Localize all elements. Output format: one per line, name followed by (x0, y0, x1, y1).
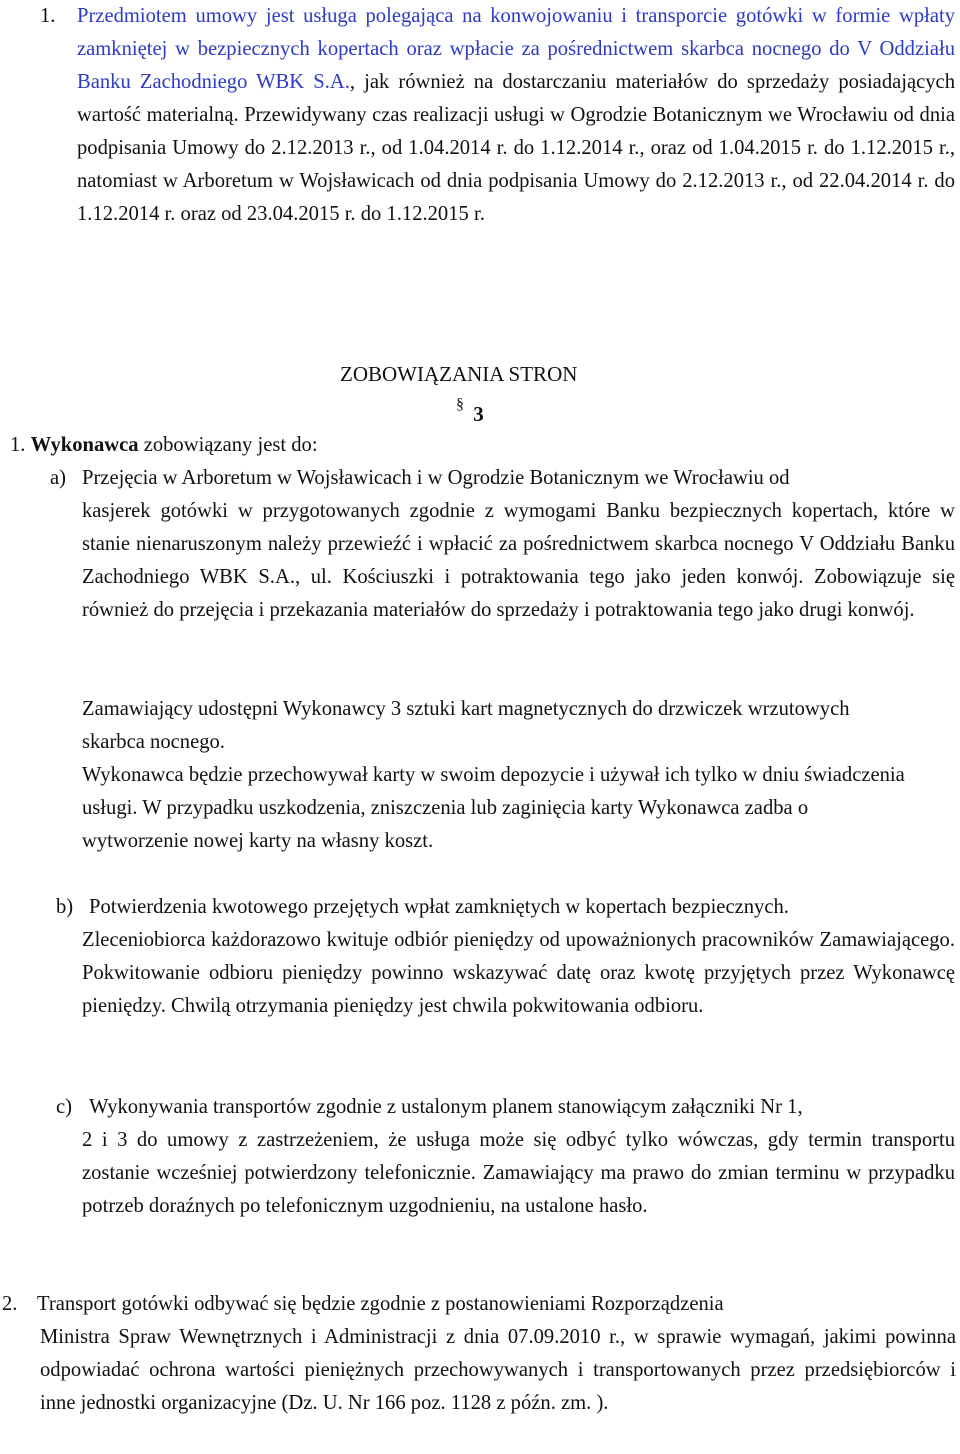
section-number-value: 3 (473, 402, 484, 426)
point-2-number: 2. (2, 1293, 18, 1315)
point-1-number: 1. (10, 434, 26, 456)
point-2-body: Ministra Spraw Wewnętrznych i Administracji z dnia 07.09.2010 r., w sprawie wymagań, jakimi powinna odpowiadać ochrona wartości pieniężnych przechowywanych i transportowanych przez przedsiębiorców i inne jednostki organizacyjne (Dz. U. Nr 166 poz. 1128 z późn. zm. ). (40, 1326, 956, 1414)
sub-b-body: Zleceniobiorca każdorazowo kwituje odbiór pieniędzy od upoważnionych pracowników Zamawiającego. Pokwitowanie odbioru pieniędzy powinno wskazywać datę oraz kwotę przyjętych przez Wykonawcę pieniędzy. Chwilą otrzymania pieniędzy jest chwila pokwitowania odbioru. (82, 929, 955, 1017)
point-1-subject: Wykonawca (30, 434, 139, 456)
point-1-lead (10, 429, 910, 462)
item-1-highlight: Przedmiotem umowy jest usługa polegająca na konwojowaniu i transporcie gotówki w formie wpłaty zamkniętej w bezpiecznych kopertach oraz wpłacie za pośrednictwem skarbca nocnego do V Oddziału Banku Zachodniego WBK S.A. (77, 5, 955, 93)
sub-b-first-line: Potwierdzenia kwotowego przejętych wpłat zamkniętych w kopertach bezpiecznych. (89, 896, 789, 918)
point-2-first-line: Transport gotówki odbywać się będzie zgodnie z postanowieniami Rozporządzenia (37, 1293, 724, 1315)
section-sign: § (456, 396, 464, 413)
item-1-text: , jak również na dostarczaniu materiałów do sprzedaży posiadających wartość materialną. Przewidywany czas realizacji usługi w Ogrodzie Botanicznym we Wrocławiu od dnia podpisania Umowy do 2.12.2013 r., od 1.04.2014 r. do 1.12.2014 r., oraz od 1.04.2015 r. do 1.12.2015 r., natomiast w Arboretum w Wojsławicach od dnia podpisania Umowy do 2.12.2013 r., od 22.04.2014 r. do 1.12.2014 r. oraz od 23.04.2015 r. do 1.12.2015 r. (77, 71, 955, 225)
item-1-paragraph (77, 0, 955, 231)
sub-a-body: kasjerek gotówki w przygotowanych zgodnie z wymogami Banku bezpiecznych kopertach, które w stanie nienaruszonym należy przewieźć i wpłacić za pośrednictwem skarbca nocnego V Oddziału Banku Zachodniego WBK S.A., ul. Kościuszki i potraktowania tego jako jeden konwój. Zobowiązuje się również do przejęcia i przekazania materiałów do sprzedaży i potraktowania tego jako drugi konwój. (82, 500, 955, 621)
section-number (456, 396, 484, 433)
section-heading: ZOBOWIĄZANIA STRON (340, 362, 578, 386)
sub-a-card-info: Zamawiający udostępni Wykonawcy 3 sztuki kart magnetycznych do drzwiczek wrzutowych skarbca nocnego. (82, 698, 850, 753)
sub-a-card-storage: Wykonawca będzie przechowywał karty w swoim depozycie i używał ich tylko w dniu świadczenia usługi. W przypadku uszkodzenia, zniszczenia lub zaginięcia karty Wykonawca zadba o wytworzenie nowej karty na własny koszt. (82, 764, 905, 852)
sub-c-body: 2 i 3 do umowy z zastrzeżeniem, że usługa może się odbyć tylko wówczas, gdy termin transportu zostanie wcześniej potwierdzony telefonicznie. Zamawiający ma prawo do zmian terminu w przypadku potrzeb doraźnych po telefonicznym uzgodnieniu, na ustalone hasło. (82, 1129, 955, 1217)
point-1-lead-text: zobowiązany jest do: (138, 434, 318, 456)
sub-a-marker: a) (50, 467, 66, 489)
item-1-number: 1. (40, 5, 56, 27)
sub-a-first-line: Przejęcia w Arboretum w Wojsławicach i w Ogrodzie Botanicznym we Wrocławiu od (82, 467, 790, 489)
sub-c-marker: c) (56, 1096, 72, 1118)
sub-b-marker: b) (56, 896, 74, 918)
sub-c-first-line: Wykonywania transportów zgodnie z ustalonym planem stanowiącym załączniki Nr 1, (89, 1096, 803, 1118)
